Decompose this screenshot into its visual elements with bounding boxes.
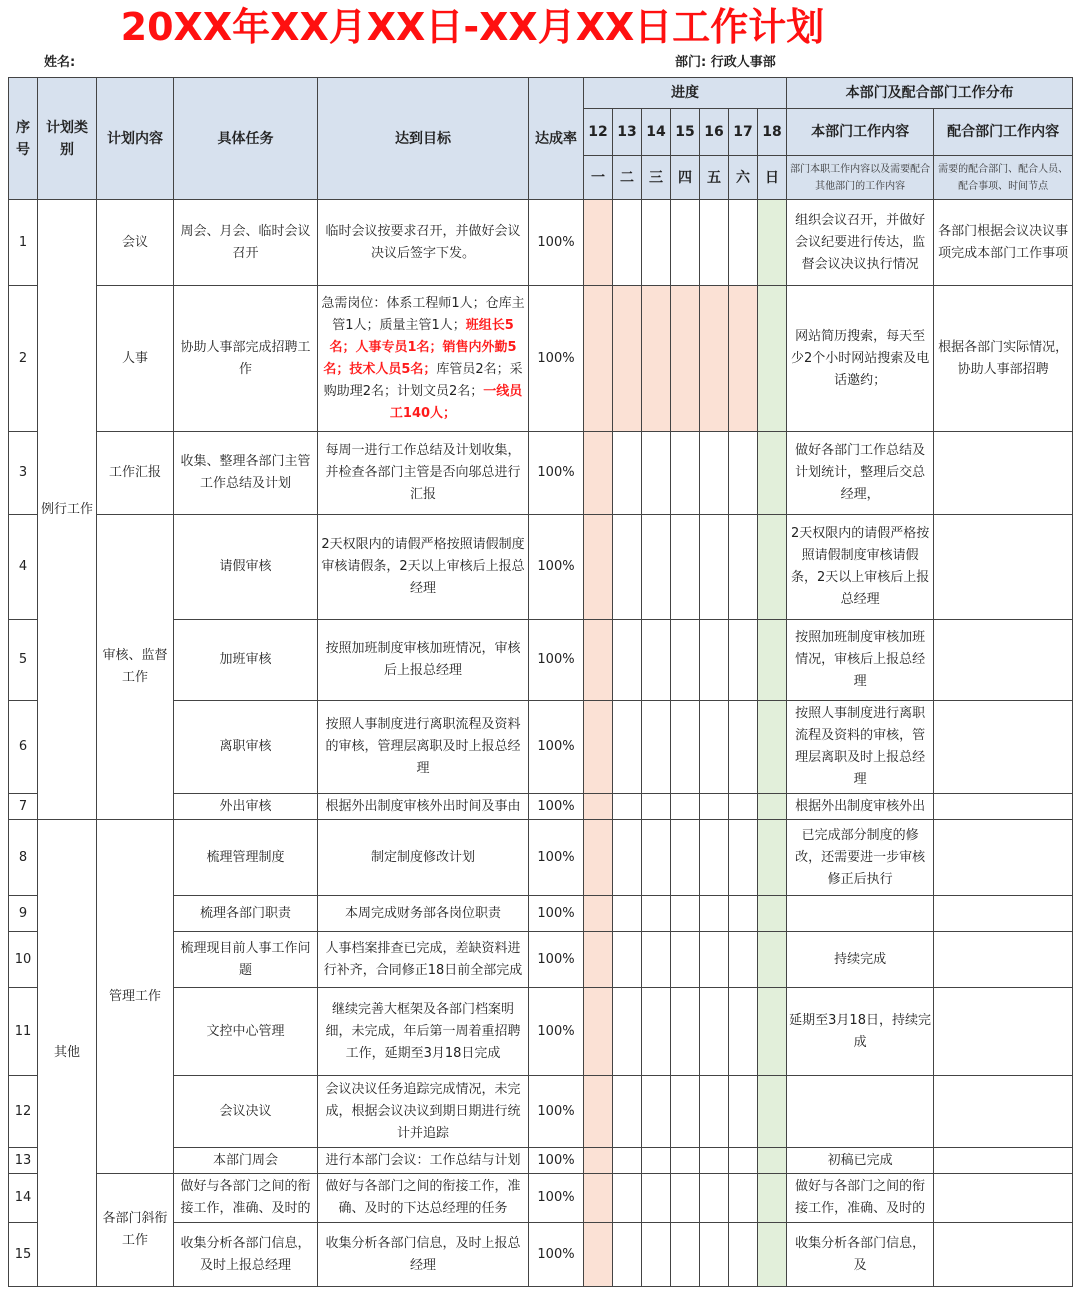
progress-day-cell (700, 932, 729, 988)
weekday-header: 一 (584, 156, 613, 200)
progress-day-cell (584, 1223, 613, 1287)
progress-day-cell (584, 200, 613, 286)
progress-day-cell (584, 286, 613, 432)
progress-day-cell (700, 1223, 729, 1287)
progress-day-cell (584, 620, 613, 701)
progress-day-cell (729, 896, 758, 932)
target-cell: 每周一进行工作总结及计划收集，并检查各部门主管是否向邬总进行汇报 (318, 432, 529, 515)
progress-day-cell (700, 794, 729, 820)
task-cell: 外出审核 (174, 794, 318, 820)
rate-cell: 100% (529, 820, 584, 896)
coop-work-cell (934, 432, 1073, 515)
progress-day-cell (584, 896, 613, 932)
rate-cell: 100% (529, 932, 584, 988)
row-seq: 10 (9, 932, 38, 988)
progress-day-cell (729, 1148, 758, 1174)
progress-day-cell (729, 820, 758, 896)
table-row (9, 200, 1073, 286)
own-work-cell: 做好与各部门之间的衔接工作，准确、及时的 (787, 1174, 934, 1223)
progress-day-cell (671, 1223, 700, 1287)
progress-day-cell (758, 1223, 787, 1287)
rate-cell: 100% (529, 200, 584, 286)
progress-day-cell (642, 515, 671, 620)
weekday-header: 三 (642, 156, 671, 200)
row-seq: 2 (9, 286, 38, 432)
coop-work-cell (934, 701, 1073, 794)
row-seq: 5 (9, 620, 38, 701)
progress-day-cell (584, 701, 613, 794)
progress-day-cell (671, 701, 700, 794)
progress-day-cell (671, 932, 700, 988)
progress-day-cell (613, 1174, 642, 1223)
row-seq: 3 (9, 432, 38, 515)
task-cell: 请假审核 (174, 515, 318, 620)
progress-day-cell (729, 701, 758, 794)
own-work-cell: 持续完成 (787, 932, 934, 988)
progress-day-cell (671, 286, 700, 432)
progress-day-cell (642, 286, 671, 432)
progress-day-cell (758, 896, 787, 932)
own-work-cell: 做好各部门工作总结及计划统计，整理后交总经理， (787, 432, 934, 515)
progress-day-cell (700, 620, 729, 701)
task-cell: 离职审核 (174, 701, 318, 794)
progress-day-cell (613, 820, 642, 896)
rate-cell: 100% (529, 1223, 584, 1287)
rate-cell: 100% (529, 1148, 584, 1174)
rate-header: 达成率 (529, 78, 584, 200)
weekday-header: 五 (700, 156, 729, 200)
progress-day-cell (758, 1076, 787, 1148)
target-cell: 做好与各部门之间的衔接工作，准确、及时的下达总经理的任务 (318, 1174, 529, 1223)
rate-cell: 100% (529, 515, 584, 620)
progress-day-cell (700, 1148, 729, 1174)
progress-day-cell (729, 794, 758, 820)
progress-day-cell (671, 432, 700, 515)
progress-day-cell (700, 1076, 729, 1148)
target-cell: 2天权限内的请假严格按照请假制度审核请假条，2天以上审核后上报总经理 (318, 515, 529, 620)
target-cell: 继续完善大框架及各部门档案明细，未完成，年后第一周着重招聘工作，延期至3月18日完成 (318, 988, 529, 1076)
own-work-cell: 按照人事制度进行离职流程及资料的审核，管理层离职及时上报总经理 (787, 701, 934, 794)
row-seq: 4 (9, 515, 38, 620)
weekday-header: 二 (613, 156, 642, 200)
coop-work-cell: 各部门根据会议决议事项完成本部门工作事项 (934, 200, 1073, 286)
progress-day-cell (700, 896, 729, 932)
distribution-header: 本部门及配合部门工作分布 (787, 78, 1073, 109)
target-cell: 按照加班制度审核加班情况，审核后上报总经理 (318, 620, 529, 701)
progress-day-cell (671, 896, 700, 932)
weekday-header: 六 (729, 156, 758, 200)
progress-day-cell (584, 1148, 613, 1174)
own-work-cell: 2天权限内的请假严格按照请假制度审核请假条，2天以上审核后上报总经理 (787, 515, 934, 620)
table-row (9, 286, 1073, 432)
own-work-cell: 延期至3月18日，持续完成 (787, 988, 934, 1076)
progress-day-cell (700, 286, 729, 432)
rate-cell: 100% (529, 1174, 584, 1223)
progress-day-cell (642, 932, 671, 988)
progress-day-cell (613, 896, 642, 932)
target-text: 班组长5名；人事专员1名；销售内外勤5名；技术人员5名； (323, 317, 517, 377)
coop-work-cell (934, 1076, 1073, 1148)
task-cell: 文控中心管理 (174, 988, 318, 1076)
rate-cell: 100% (529, 432, 584, 515)
progress-day-cell (613, 515, 642, 620)
rate-cell: 100% (529, 286, 584, 432)
target-cell: 制定制度修改计划 (318, 820, 529, 896)
coop-work-cell (934, 896, 1073, 932)
progress-day-cell (613, 794, 642, 820)
progress-day-cell (671, 515, 700, 620)
coop-work-header: 配合部门工作内容 (934, 109, 1073, 156)
progress-day-cell (729, 286, 758, 432)
own-work-cell (787, 896, 934, 932)
progress-day-cell (700, 1174, 729, 1223)
progress-day-cell (758, 1174, 787, 1223)
progress-day-cell (729, 200, 758, 286)
weekday-header: 四 (671, 156, 700, 200)
task-cell: 协助人事部完成招聘工作 (174, 286, 318, 432)
own-work-cell: 已完成部分制度的修改，还需要进一步审核修正后执行 (787, 820, 934, 896)
progress-day-cell (642, 896, 671, 932)
own-work-cell: 收集分析各部门信息，及 (787, 1223, 934, 1287)
progress-day-cell (758, 988, 787, 1076)
progress-day-cell (758, 932, 787, 988)
day-header: 12 (584, 109, 613, 156)
coop-work-cell (934, 820, 1073, 896)
department-label: 部门: (675, 55, 707, 70)
progress-day-cell (700, 432, 729, 515)
content-cell: 人事 (97, 286, 174, 432)
progress-day-cell (700, 200, 729, 286)
progress-day-cell (729, 1076, 758, 1148)
progress-day-cell (642, 820, 671, 896)
rate-cell: 100% (529, 1076, 584, 1148)
coop-work-cell (934, 1148, 1073, 1174)
target-cell: 临时会议按要求召开，并做好会议决议后签字下发。 (318, 200, 529, 286)
rate-cell: 100% (529, 701, 584, 794)
progress-day-cell (613, 200, 642, 286)
progress-day-cell (729, 432, 758, 515)
progress-day-cell (758, 794, 787, 820)
progress-day-cell (671, 1148, 700, 1174)
page-title: 20XX年XX月XX日-XX月XX日工作计划 (120, 5, 825, 49)
progress-day-cell (613, 620, 642, 701)
own-work-cell: 初稿已完成 (787, 1148, 934, 1174)
progress-day-cell (729, 988, 758, 1076)
progress-day-cell (729, 515, 758, 620)
coop-work-note: 需要的配合部门、配合人员、配合事项、时间节点 (934, 156, 1073, 200)
own-work-note: 部门本职工作内容以及需要配合其他部门的工作内容 (787, 156, 934, 200)
progress-day-cell (642, 432, 671, 515)
progress-day-cell (613, 932, 642, 988)
progress-day-cell (729, 932, 758, 988)
progress-day-cell (613, 701, 642, 794)
task-cell: 梳理各部门职责 (174, 896, 318, 932)
rate-cell: 100% (529, 620, 584, 701)
name-label: 姓名: (44, 55, 76, 70)
progress-day-cell (671, 1174, 700, 1223)
progress-day-cell (700, 820, 729, 896)
progress-day-cell (642, 794, 671, 820)
progress-day-cell (729, 1174, 758, 1223)
progress-day-cell (613, 1223, 642, 1287)
progress-day-cell (700, 988, 729, 1076)
own-work-cell: 按照加班制度审核加班情况，审核后上报总经理 (787, 620, 934, 701)
target-header: 达到目标 (318, 78, 529, 200)
progress-day-cell (642, 701, 671, 794)
progress-day-cell (613, 286, 642, 432)
progress-day-cell (758, 820, 787, 896)
progress-day-cell (729, 1223, 758, 1287)
coop-work-cell (934, 1223, 1073, 1287)
row-seq: 6 (9, 701, 38, 794)
task-cell: 本部门周会 (174, 1148, 318, 1174)
progress-day-cell (671, 794, 700, 820)
task-cell: 会议决议 (174, 1076, 318, 1148)
row-seq: 8 (9, 820, 38, 896)
own-work-cell: 组织会议召开，并做好会议纪要进行传达，监督会议决议执行情况 (787, 200, 934, 286)
rate-cell: 100% (529, 988, 584, 1076)
row-seq: 15 (9, 1223, 38, 1287)
day-header: 13 (613, 109, 642, 156)
work-plan-table (8, 77, 1073, 1287)
own-work-cell: 网站简历搜索，每天至少2个小时网站搜索及电话邀约； (787, 286, 934, 432)
task-header: 具体任务 (174, 78, 318, 200)
rate-cell: 100% (529, 794, 584, 820)
task-cell: 加班审核 (174, 620, 318, 701)
progress-day-cell (642, 1076, 671, 1148)
row-seq: 13 (9, 1148, 38, 1174)
target-cell: 进行本部门会议：工作总结与计划 (318, 1148, 529, 1174)
row-seq: 7 (9, 794, 38, 820)
own-work-cell: 根据外出制度审核外出 (787, 794, 934, 820)
table-row (9, 820, 1073, 896)
coop-work-cell (934, 1174, 1073, 1223)
task-cell: 收集、整理各部门主管工作总结及计划 (174, 432, 318, 515)
content-cell: 审核、监督工作 (97, 515, 174, 820)
progress-day-cell (671, 988, 700, 1076)
day-header: 18 (758, 109, 787, 156)
target-cell: 会议决议任务追踪完成情况，未完成，根据会议决议到期日期进行统计并追踪 (318, 1076, 529, 1148)
target-cell: 根据外出制度审核外出时间及事由 (318, 794, 529, 820)
department-value: 行政人事部 (710, 55, 776, 70)
progress-day-cell (671, 620, 700, 701)
category-cell: 其他 (38, 820, 97, 1287)
progress-day-cell (729, 620, 758, 701)
row-seq: 9 (9, 896, 38, 932)
progress-day-cell (700, 515, 729, 620)
category-cell: 例行工作 (38, 200, 97, 820)
day-header: 14 (642, 109, 671, 156)
progress-day-cell (671, 820, 700, 896)
progress-day-cell (584, 820, 613, 896)
progress-day-cell (584, 794, 613, 820)
coop-work-cell (934, 932, 1073, 988)
coop-work-cell (934, 794, 1073, 820)
target-cell: 按照人事制度进行离职流程及资料的审核，管理层离职及时上报总经理 (318, 701, 529, 794)
target-text: 急需岗位：体系工程师1人；仓库主管1人；质量主管1人； (321, 295, 525, 333)
progress-day-cell (758, 620, 787, 701)
progress-day-cell (758, 1148, 787, 1174)
progress-day-cell (642, 620, 671, 701)
row-seq: 1 (9, 200, 38, 286)
progress-day-cell (758, 286, 787, 432)
row-seq: 12 (9, 1076, 38, 1148)
progress-day-cell (700, 701, 729, 794)
department-info (675, 55, 776, 71)
progress-day-cell (642, 1148, 671, 1174)
progress-day-cell (758, 432, 787, 515)
content-header: 计划内容 (97, 78, 174, 200)
own-work-cell (787, 1076, 934, 1148)
table-row (9, 432, 1073, 515)
progress-day-cell (642, 988, 671, 1076)
table-row (9, 515, 1073, 620)
progress-day-cell (642, 1223, 671, 1287)
progress-day-cell (584, 1076, 613, 1148)
task-cell: 收集分析各部门信息，及时上报总经理 (174, 1223, 318, 1287)
progress-day-cell (613, 988, 642, 1076)
category-header: 计划类别 (38, 78, 97, 200)
progress-day-cell (584, 1174, 613, 1223)
progress-day-cell (671, 200, 700, 286)
day-header: 15 (671, 109, 700, 156)
rate-cell: 100% (529, 896, 584, 932)
task-cell: 梳理管理制度 (174, 820, 318, 896)
row-seq: 11 (9, 988, 38, 1076)
progress-day-cell (613, 1148, 642, 1174)
target-cell: 本周完成财务部各岗位职责 (318, 896, 529, 932)
coop-work-cell: 根据各部门实际情况，协助人事部招聘 (934, 286, 1073, 432)
target-cell: 收集分析各部门信息，及时上报总经理 (318, 1223, 529, 1287)
coop-work-cell (934, 620, 1073, 701)
progress-day-cell (671, 1076, 700, 1148)
progress-day-cell (584, 515, 613, 620)
content-cell: 工作汇报 (97, 432, 174, 515)
own-work-header: 本部门工作内容 (787, 109, 934, 156)
progress-day-cell (758, 200, 787, 286)
progress-day-cell (584, 988, 613, 1076)
day-header: 17 (729, 109, 758, 156)
target-text: 一线员工140人； (389, 383, 523, 421)
progress-day-cell (758, 701, 787, 794)
content-cell: 管理工作 (97, 820, 174, 1174)
seq-header: 序号 (9, 78, 38, 200)
content-cell: 会议 (97, 200, 174, 286)
coop-work-cell (934, 988, 1073, 1076)
content-cell: 各部门斜衔工作 (97, 1174, 174, 1287)
day-header: 16 (700, 109, 729, 156)
progress-day-cell (613, 1076, 642, 1148)
target-text: 库管员2名；采购助理2名；计划文员2名； (323, 361, 523, 399)
row-seq: 14 (9, 1174, 38, 1223)
coop-work-cell (934, 515, 1073, 620)
progress-day-cell (642, 1174, 671, 1223)
progress-day-cell (613, 432, 642, 515)
weekday-header: 日 (758, 156, 787, 200)
target-cell (318, 286, 529, 432)
target-cell: 人事档案排查已完成，差缺资料进行补齐，合同修正18日前全部完成 (318, 932, 529, 988)
progress-day-cell (584, 932, 613, 988)
table-row (9, 1174, 1073, 1223)
progress-day-cell (642, 200, 671, 286)
task-cell: 做好与各部门之间的衔接工作，准确、及时的 (174, 1174, 318, 1223)
progress-day-cell (758, 515, 787, 620)
task-cell: 周会、月会、临时会议召开 (174, 200, 318, 286)
task-cell: 梳理现目前人事工作问题 (174, 932, 318, 988)
progress-day-cell (584, 432, 613, 515)
progress-header: 进度 (584, 78, 787, 109)
